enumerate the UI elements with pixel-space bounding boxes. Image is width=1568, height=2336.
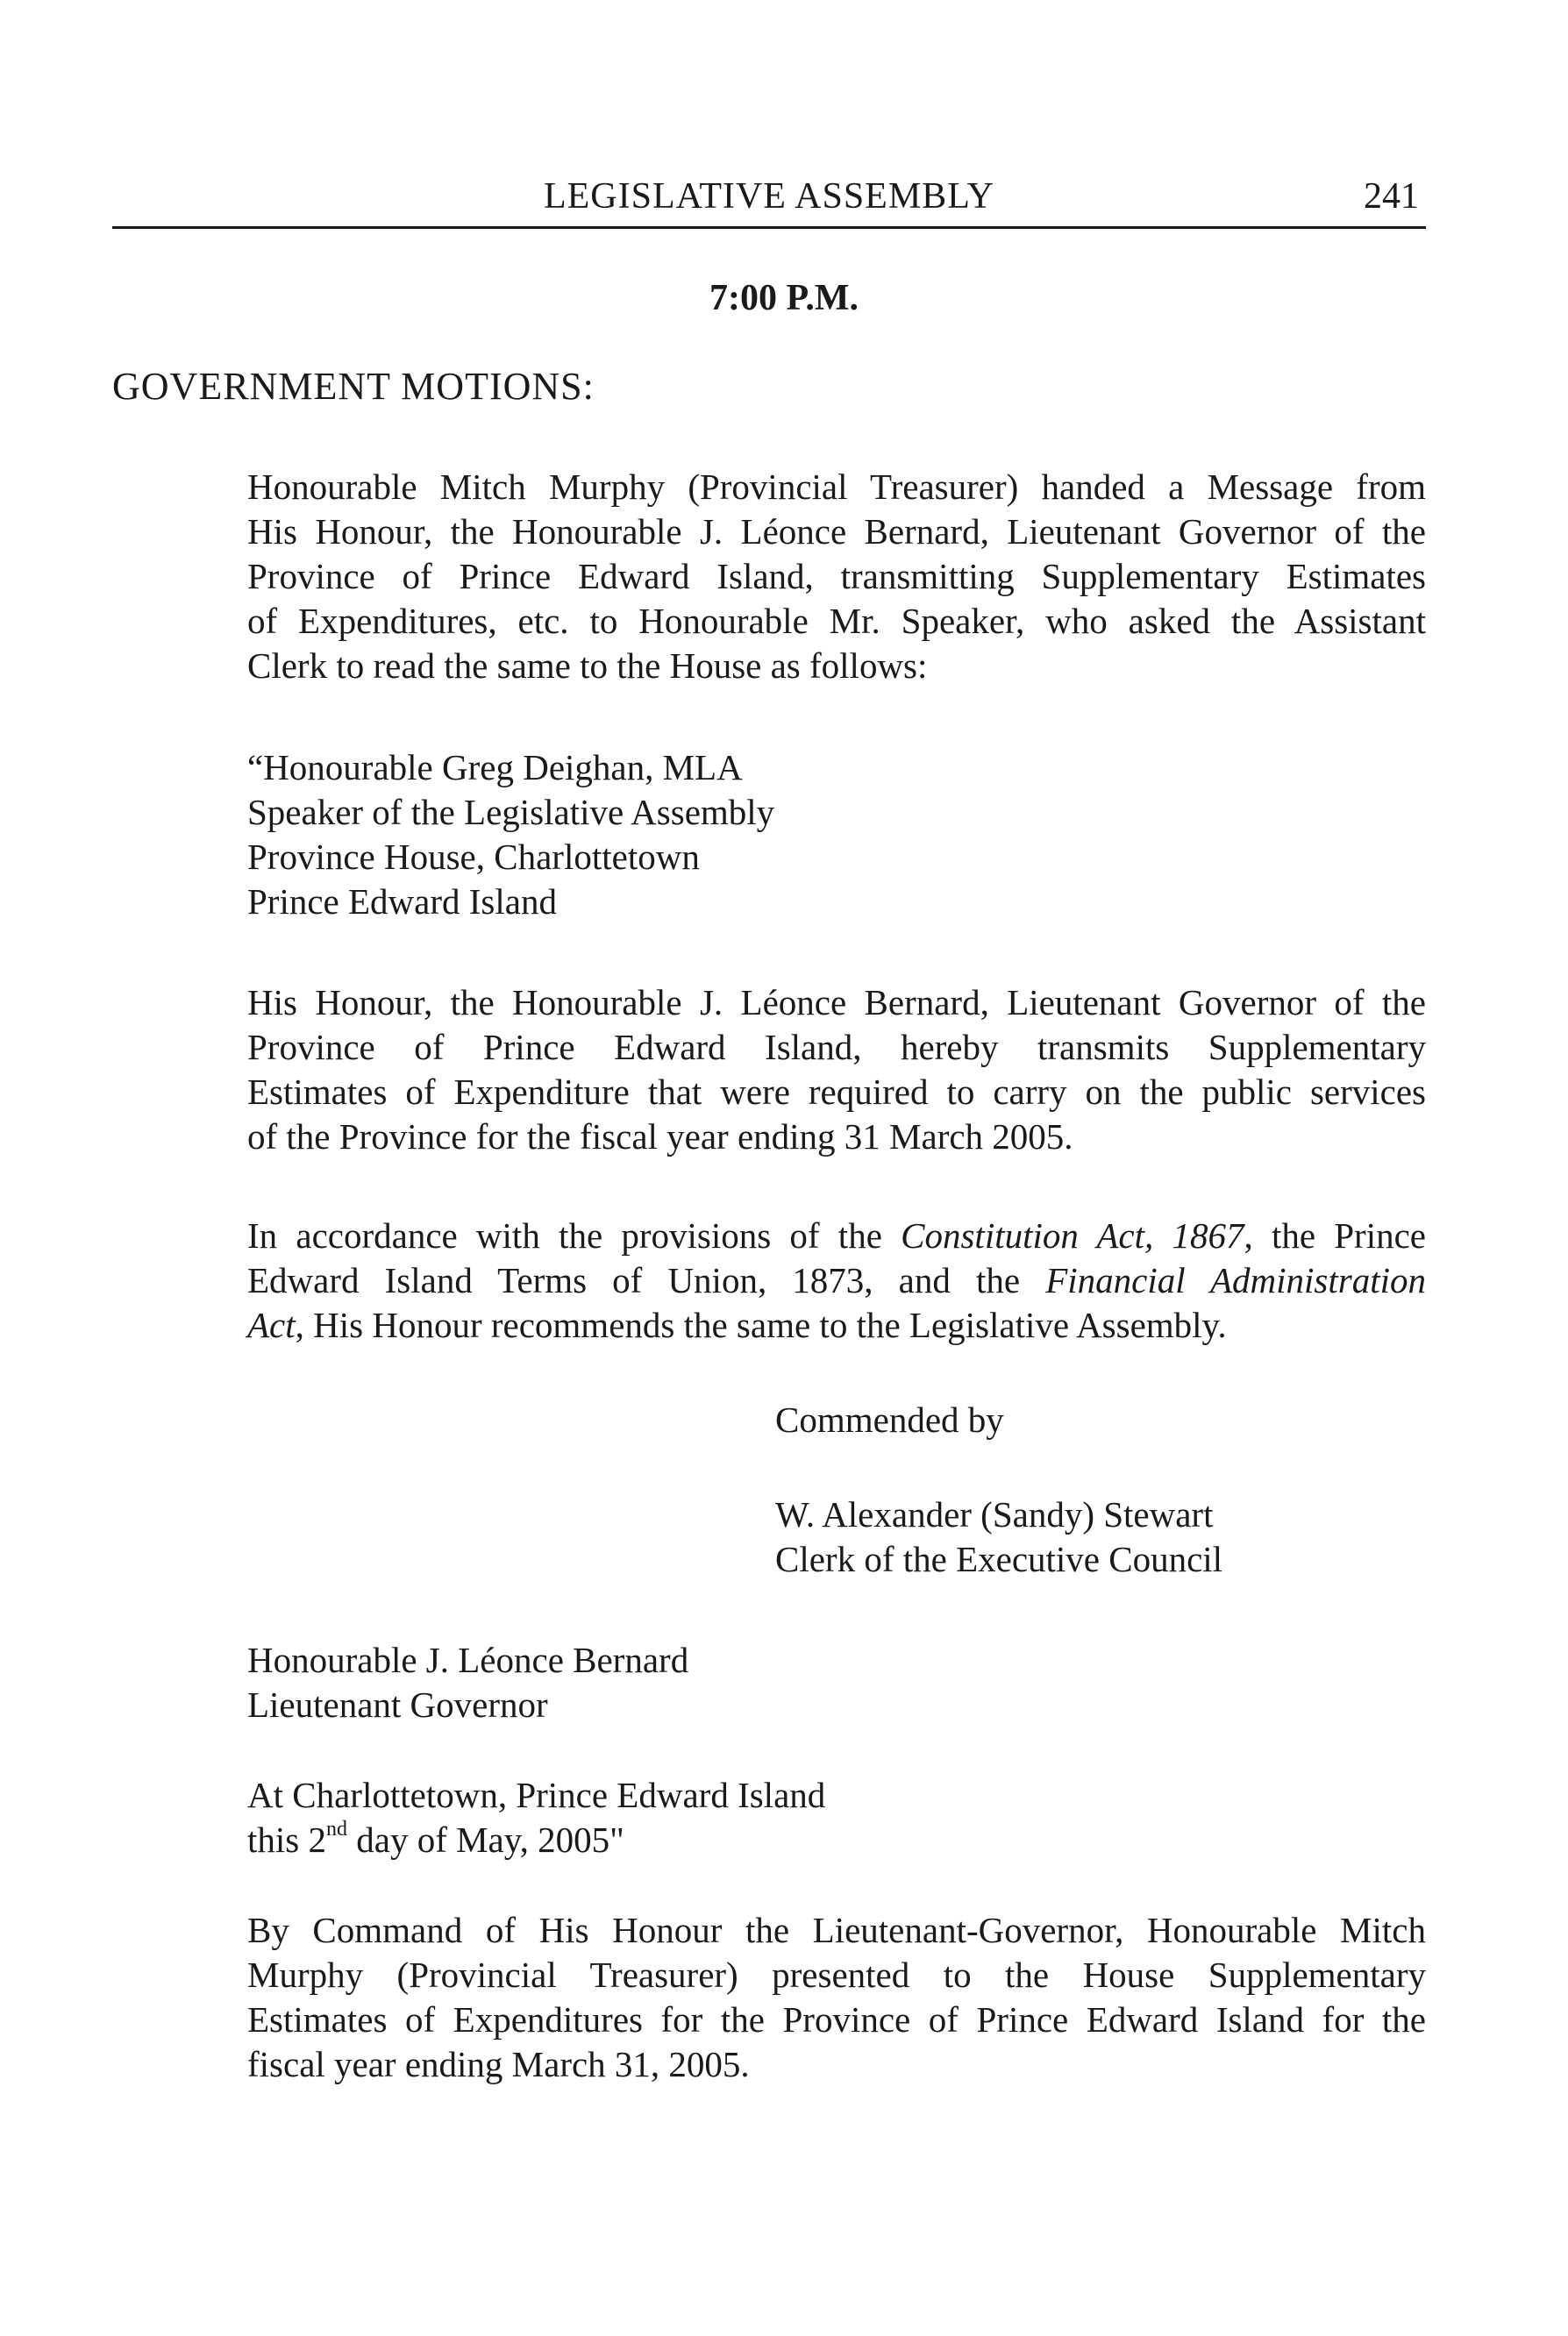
text-fragment: , His Honour recommends the same to the Legislative Assembly. <box>295 1305 1227 1345</box>
text-line: Honourable Mitch Murphy (Provincial Treasurer) handed a Message from <box>247 466 1426 507</box>
lieutenant-governor-name: Honourable J. Léonce Bernard <box>247 1640 689 1680</box>
text-fragment: In accordance with the provisions of the <box>247 1215 902 1256</box>
closing-paragraph <box>247 1908 1426 2087</box>
text-line <box>247 1258 1426 1303</box>
speaker-address <box>247 745 1426 924</box>
act-title: Financial Administration <box>1045 1260 1426 1300</box>
address-line: Province House, Charlottetown <box>247 837 700 877</box>
address-line: “Honourable Greg Deighan, MLA <box>247 747 743 787</box>
signer-title: Clerk of the Executive Council <box>775 1539 1223 1579</box>
lieutenant-governor-block <box>247 1638 1426 1727</box>
text-line: Murphy (Provincial Treasurer) presented to the House Supplementary <box>247 1955 1426 1995</box>
text-line: His Honour, the Honourable J. Léonce Bernard, Lieutenant Governor of the <box>247 511 1426 552</box>
text-fragment: , the Prince <box>1244 1215 1426 1256</box>
intro-paragraph <box>247 465 1426 688</box>
header-title: LEGISLATIVE ASSEMBLY <box>544 176 994 217</box>
place-line: At Charlottetown, Prince Edward Island <box>247 1775 826 1815</box>
act-title: Constitution Act, 1867 <box>901 1215 1244 1256</box>
date-line <box>247 1818 1426 1862</box>
text-fragment: day of May, 2005" <box>347 1820 624 1860</box>
text-line: Province of Prince Edward Island, transmitting Supplementary Estimates <box>247 556 1426 596</box>
signature-block <box>775 1492 1389 1582</box>
lieutenant-governor-title: Lieutenant Governor <box>247 1684 548 1725</box>
accordance-paragraph <box>247 1214 1426 1348</box>
act-title: Act <box>247 1305 296 1345</box>
text-line: of Expenditures, etc. to Honourable Mr. Speaker, who asked the Assistant <box>247 601 1426 641</box>
text-line: Province of Prince Edward Island, hereby transmits Supplementary <box>247 1027 1426 1067</box>
text-line <box>247 1214 1426 1258</box>
time-heading: 7:00 P.M. <box>709 278 859 318</box>
commended-by: Commended by <box>775 1399 1004 1440</box>
text-fragment: Edward Island Terms of Union, 1873, and the <box>247 1260 1046 1300</box>
ordinal-suffix: nd <box>326 1818 347 1841</box>
message-paragraph <box>247 980 1426 1159</box>
page-number: 241 <box>1364 176 1419 217</box>
text-line: Estimates of Expenditure that were required to carry on the public services <box>247 1072 1426 1112</box>
signer-name: W. Alexander (Sandy) Stewart <box>775 1494 1214 1535</box>
text-line <box>247 1303 1426 1348</box>
address-line: Prince Edward Island <box>247 881 557 922</box>
text-line: By Command of His Honour the Lieutenant-Governor, Honourable Mitch <box>247 1910 1426 1950</box>
address-line: Speaker of the Legislative Assembly <box>247 792 775 832</box>
text-line: Estimates of Expenditures for the Province of Prince Edward Island for the <box>247 1999 1426 2040</box>
text-line: Clerk to read the same to the House as follows: <box>247 645 928 686</box>
place-date-block <box>247 1773 1426 1862</box>
text-fragment: this 2 <box>247 1820 326 1860</box>
text-line: His Honour, the Honourable J. Léonce Bernard, Lieutenant Governor of the <box>247 982 1426 1022</box>
text-line: fiscal year ending March 31, 2005. <box>247 2044 750 2084</box>
running-header <box>112 172 1426 229</box>
section-heading: GOVERNMENT MOTIONS: <box>112 365 595 408</box>
text-line: of the Province for the fiscal year ending 31 March 2005. <box>247 1116 1073 1157</box>
